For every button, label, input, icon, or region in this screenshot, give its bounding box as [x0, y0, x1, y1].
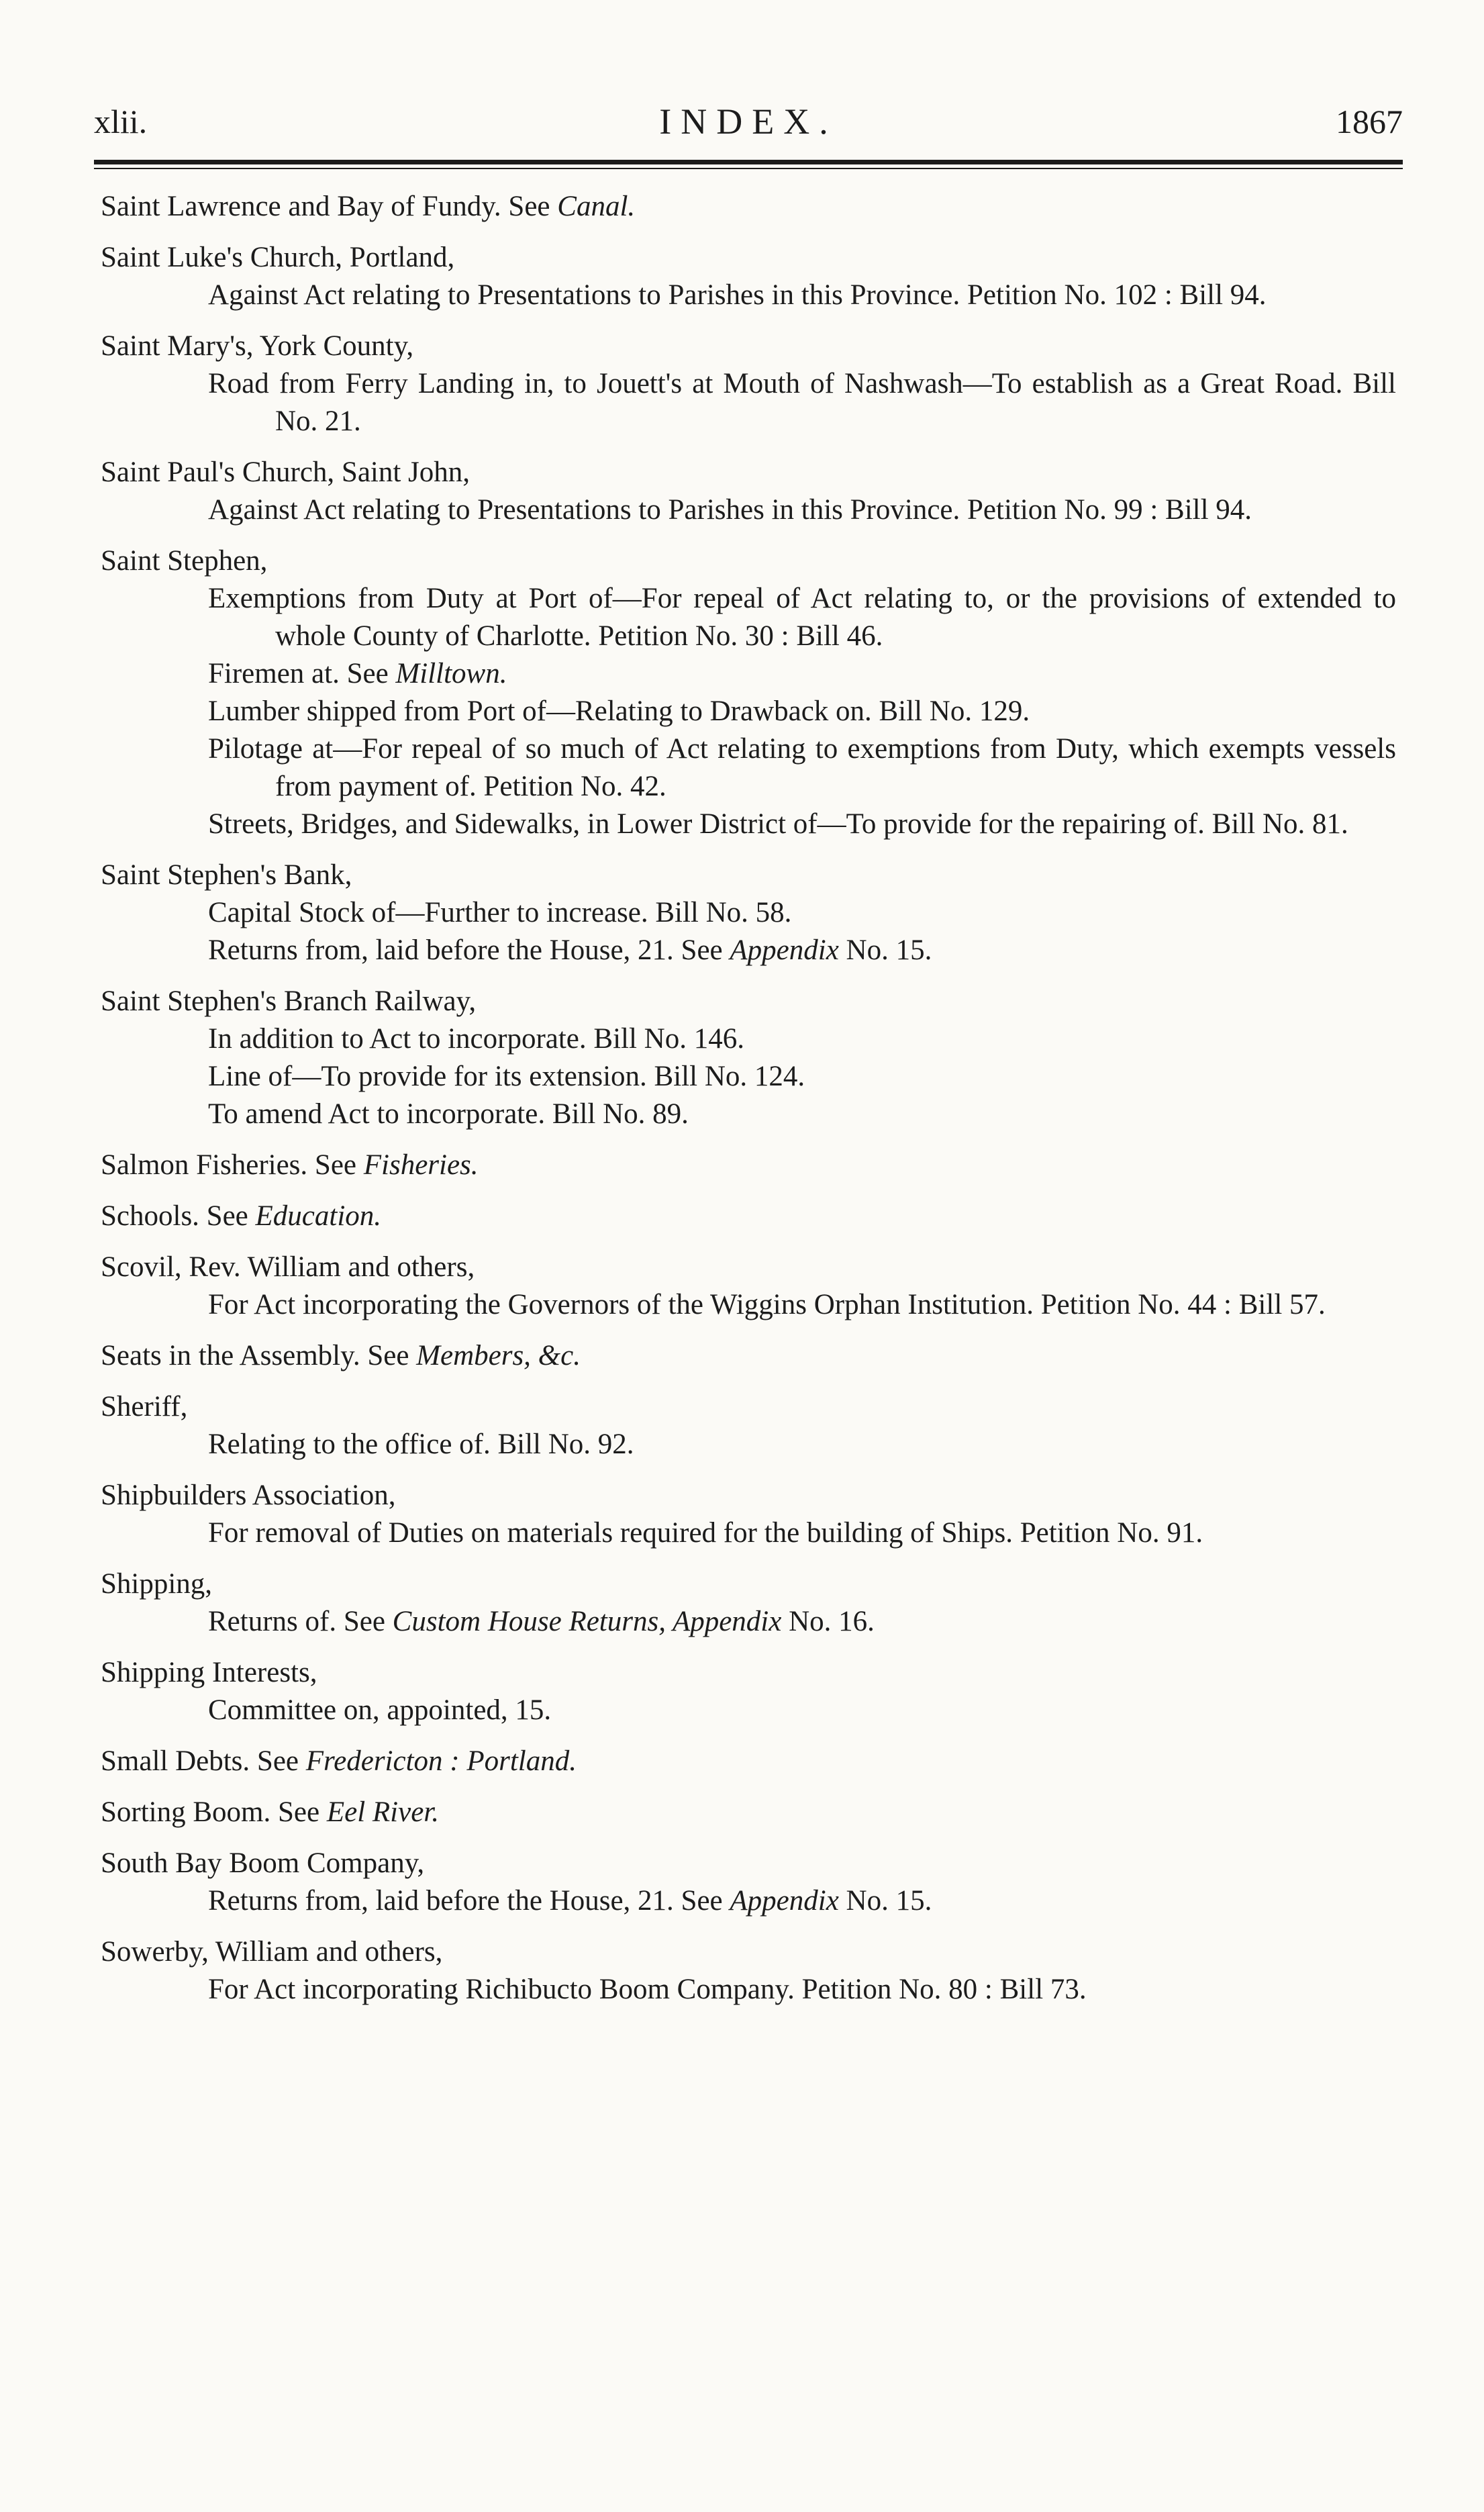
entry-heading — [101, 1337, 1396, 1375]
cross-reference: Education. — [255, 1200, 382, 1232]
subitem-text: Relating to the office of. Bill No. 92. — [208, 1429, 634, 1460]
entry-heading-text: Saint Luke's Church, Portland, — [101, 242, 455, 273]
cross-reference: Canal. — [557, 191, 636, 222]
entry-heading-text: Saint Stephen, — [101, 545, 268, 577]
cross-reference: Appendix — [730, 934, 839, 966]
subitem-text: Against Act relating to Presentations to Parishes in this Province. Petition No. 99 : Bill 94. — [208, 494, 1252, 526]
cross-reference: Milltown. — [395, 658, 507, 689]
cross-reference: Fredericton : Portland. — [305, 1745, 577, 1777]
entry-heading-text: Scovil, Rev. William and others, — [101, 1251, 475, 1283]
entry-heading — [101, 239, 1396, 277]
entry-subitem — [101, 1971, 1396, 2009]
subitem-text: For removal of Duties on materials required for the building of Ships. Petition No. 91. — [208, 1517, 1203, 1549]
entry-heading — [101, 1743, 1396, 1780]
entry-heading-text: Saint Lawrence and Bay of Fundy. — [101, 191, 501, 222]
entry-subitem — [101, 580, 1396, 655]
entry-heading-text: Schools. See — [101, 1200, 256, 1232]
subitem-tail: No. 15. — [838, 1885, 932, 1917]
subitem-text: Returns from, laid before the House, 21. See — [208, 1885, 730, 1917]
entry-subitem — [101, 693, 1396, 730]
index-entry — [101, 1743, 1396, 1780]
page-year: 1867 — [1336, 103, 1403, 140]
subitem-text: Exemptions from Duty at Port of—For repeal of Act relating to, or the provisions of extended to whole County of Charlotte. Petition No. 30 : Bill 46. — [208, 583, 1396, 652]
entry-subitem — [101, 730, 1396, 806]
entry-heading — [101, 857, 1396, 894]
entry-heading-text: Saint Stephen's Bank, — [101, 859, 352, 891]
subitem-text: Lumber shipped from Port of—Relating to Drawback on. Bill No. 129. — [208, 695, 1030, 727]
index-entry — [101, 1794, 1396, 1831]
header-rule-thin — [94, 168, 1403, 169]
index-entry — [101, 542, 1396, 843]
entry-subitem — [101, 1096, 1396, 1133]
entry-heading-text: Seats in the Assembly. See — [101, 1340, 417, 1371]
index-entries — [101, 188, 1396, 2022]
entry-heading — [101, 1249, 1396, 1286]
entry-heading — [101, 1388, 1396, 1426]
cross-reference: Eel River. — [326, 1796, 439, 1828]
subitem-text: Streets, Bridges, and Sidewalks, in Lower District of—To provide for the repairing of. Bill No. 81. — [208, 808, 1348, 840]
subitem-tail: No. 16. — [781, 1606, 875, 1637]
subitem-text: Pilotage at—For repeal of so much of Act relating to exemptions from Duty, which exempts vessels from payment of. Petition No. 42. — [208, 733, 1396, 802]
entry-heading-text: Shipping, — [101, 1568, 213, 1600]
index-entry — [101, 1147, 1396, 1184]
index-entry — [101, 1337, 1396, 1375]
index-entry — [101, 1198, 1396, 1235]
index-entry — [101, 1933, 1396, 2009]
page-number: xlii. — [94, 103, 148, 140]
entry-heading-text: Sowerby, William and others, — [101, 1936, 443, 1968]
page-title: INDEX. — [659, 101, 838, 142]
entry-heading-text: Sheriff, — [101, 1391, 188, 1422]
see-label: See — [501, 191, 558, 222]
subitem-text: For Act incorporating Richibucto Boom Company. Petition No. 80 : Bill 73. — [208, 1974, 1087, 2005]
index-entry — [101, 983, 1396, 1133]
index-entry — [101, 328, 1396, 440]
page-header — [94, 95, 1403, 149]
index-entry — [101, 1565, 1396, 1641]
subitem-text: Returns of. See — [208, 1606, 393, 1637]
entry-heading — [101, 1198, 1396, 1235]
entry-heading-text: Shipbuilders Association, — [101, 1480, 396, 1511]
entry-heading — [101, 983, 1396, 1020]
entry-heading-text: South Bay Boom Company, — [101, 1847, 425, 1879]
subitem-text: Firemen at. See — [208, 658, 396, 689]
entry-subitem — [101, 1058, 1396, 1096]
entry-subitem — [101, 655, 1396, 693]
subitem-text: Capital Stock of—Further to increase. Bill No. 58. — [208, 897, 792, 928]
index-entry — [101, 454, 1396, 529]
cross-reference: Members, &c. — [416, 1340, 581, 1371]
index-entry — [101, 857, 1396, 969]
entry-heading — [101, 542, 1396, 580]
entry-heading-text: Salmon Fisheries. See — [101, 1149, 364, 1181]
cross-reference: Fisheries. — [363, 1149, 479, 1181]
entry-heading — [101, 454, 1396, 491]
subitem-tail: No. 15. — [838, 934, 932, 966]
entry-heading-text: Saint Mary's, York County, — [101, 330, 414, 362]
entry-heading — [101, 1933, 1396, 1971]
entry-heading-text: Saint Stephen's Branch Railway, — [101, 985, 477, 1017]
entry-subitem — [101, 1514, 1396, 1552]
index-entry — [101, 1249, 1396, 1324]
subitem-text: To amend Act to incorporate. Bill No. 89. — [208, 1098, 689, 1130]
entry-heading — [101, 1794, 1396, 1831]
entry-heading — [101, 1845, 1396, 1882]
entry-heading-text: Shipping Interests, — [101, 1657, 317, 1688]
index-entry — [101, 1477, 1396, 1552]
entry-subitem — [101, 1020, 1396, 1058]
index-entry — [101, 188, 1396, 226]
entry-subitem — [101, 1603, 1396, 1641]
subitem-text: Road from Ferry Landing in, to Jouett's at Mouth of Nashwash—To establish as a Great Road. Bill No. 21. — [208, 368, 1396, 437]
subitem-text: Against Act relating to Presentations to Parishes in this Province. Petition No. 102 : Bill 94. — [208, 279, 1267, 311]
entry-heading — [101, 188, 1396, 226]
entry-subitem — [101, 932, 1396, 969]
index-entry — [101, 1845, 1396, 1920]
entry-subitem — [101, 1286, 1396, 1324]
cross-reference: Custom House Returns, Appendix — [392, 1606, 782, 1637]
entry-subitem — [101, 894, 1396, 932]
index-entry — [101, 239, 1396, 314]
entry-heading — [101, 1477, 1396, 1514]
subitem-text: Returns from, laid before the House, 21. See — [208, 934, 730, 966]
subitem-text: Line of—To provide for its extension. Bill No. 124. — [208, 1061, 805, 1092]
header-rule — [94, 160, 1403, 164]
entry-heading-text: Sorting Boom. See — [101, 1796, 327, 1828]
index-entry — [101, 1654, 1396, 1729]
subitem-text: Committee on, appointed, 15. — [208, 1694, 552, 1726]
entry-subitem — [101, 277, 1396, 314]
index-entry — [101, 1388, 1396, 1463]
entry-subitem — [101, 365, 1396, 440]
entry-heading-text: Saint Paul's Church, Saint John, — [101, 456, 471, 488]
entry-heading — [101, 1565, 1396, 1603]
entry-subitem — [101, 1882, 1396, 1920]
cross-reference: Appendix — [730, 1885, 839, 1917]
subitem-text: In addition to Act to incorporate. Bill No. 146. — [208, 1023, 744, 1055]
entry-subitem — [101, 1426, 1396, 1463]
entry-heading — [101, 1147, 1396, 1184]
entry-heading — [101, 1654, 1396, 1692]
entry-subitem — [101, 491, 1396, 529]
entry-heading — [101, 328, 1396, 365]
entry-subitem — [101, 1692, 1396, 1729]
entry-subitem — [101, 806, 1396, 843]
subitem-text: For Act incorporating the Governors of the Wiggins Orphan Institution. Petition No. 44 : Bill 57. — [208, 1289, 1326, 1320]
entry-heading-text: Small Debts. See — [101, 1745, 306, 1777]
